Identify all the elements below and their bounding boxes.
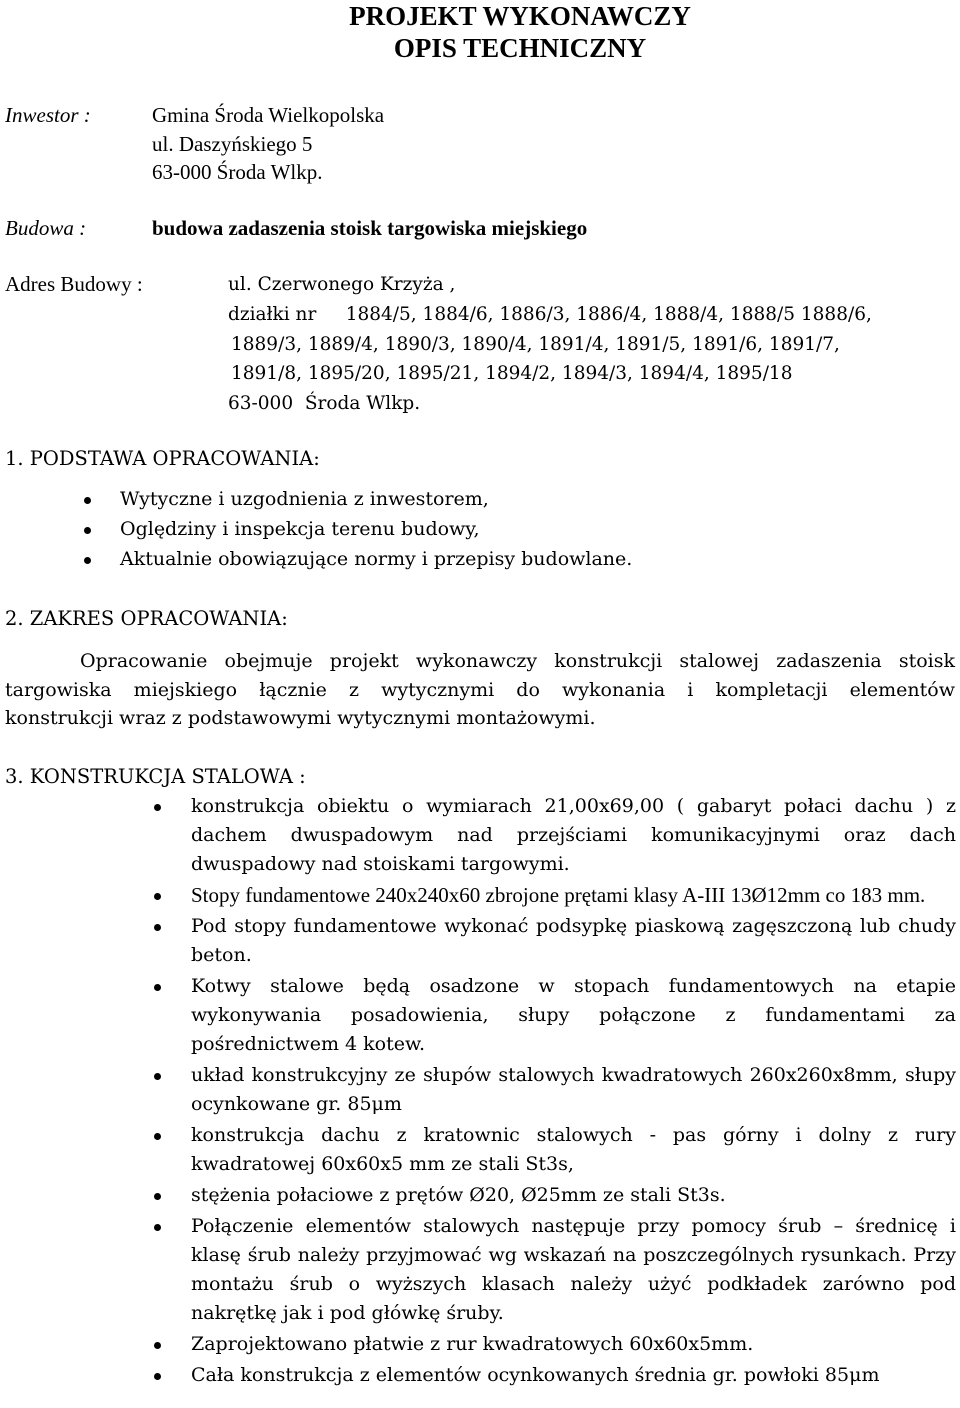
site-address-street: ul. Czerwonego Krzyża , [228,274,456,295]
list-item [80,515,940,545]
list-item-text: konstrukcja dachu z kratownic stalowych - pas górny i dolny z rury kwadratowej 60x60x5 mm ze stali St3s, [191,1124,956,1175]
list-item [80,485,940,515]
construction-label: Budowa : [5,216,87,240]
list-item-text: Oględziny i inspekcja terenu budowy, [120,518,480,540]
list-item [150,1061,956,1119]
bullet-icon [154,924,161,931]
list-item [150,912,956,970]
bullet-icon [154,893,161,900]
list-item-text: Zaprojektowano płatwie z rur kwadratowych 60x60x5mm. [191,1333,754,1355]
list-item-text: Połączenie elementów stalowych następuje przy pomocy śrub – średnicę i klasę śrub należy przyjmować wg wskazań na poszczególnych rysunkach. Przy montażu śrub o wyższych klasach należy użyć podkładek zarówno pod nakrętkę jak i pod główkę śruby. [191,1215,956,1324]
bullet-icon [154,984,161,991]
list-item [150,1361,956,1390]
title-line-2: OPIS TECHNICZNY [393,33,647,63]
list-item-text: układ konstrukcyjny ze słupów stalowych kwadratowych 260x260x8mm, słupy ocynkowane gr. 85μm [191,1064,956,1115]
investor-name: Gmina Środa Wielkopolska [152,103,385,127]
bullet-icon [84,527,91,534]
investor-label: Inwestor : [5,103,91,127]
list-item-text: Aktualnie obowiązujące normy i przepisy budowlane. [120,548,633,570]
section-2-heading: 2. ZAKRES OPRACOWANIA: [5,607,288,630]
site-address-city: 63-000 Środa Wlkp. [228,393,421,414]
list-item [80,545,940,575]
section-2-line-3: konstrukcji wraz z podstawowymi wytycznymi montażowymi. [5,707,596,729]
list-item [150,1121,956,1179]
bullet-icon [154,804,161,811]
list-item-text: Cała konstrukcja z elementów ocynkowanych średnia gr. powłoki 85μm [191,1364,880,1386]
section-1-list [80,485,940,575]
list-item [150,972,956,1059]
bullet-icon [84,557,91,564]
site-address-plots-1: działki nr 1884/5, 1884/6, 1886/3, 1886/4, 1888/4, 1888/5 1888/6, [228,304,872,325]
list-item-text: konstrukcja obiektu o wymiarach 21,00x69,00 ( gabaryt połaci dachu ) z dachem dwuspadowym nad przejściami komunikacyjnymi oraz dach dwuspadowy nad stoiskami targowymi. [191,795,956,875]
list-item [150,792,956,879]
investor-city: 63-000 Środa Wlkp. [152,160,323,184]
list-item [150,1212,956,1328]
document-title [0,0,960,64]
bullet-icon [154,1193,161,1200]
section-2-line-1: Opracowanie obejmuje projekt wykonawczy konstrukcji stalowej zadaszenia stoisk [80,650,955,672]
list-item-text: stężenia połaciowe z prętów Ø20, Ø25mm ze stali St3s. [191,1184,726,1206]
title-line-1: PROJEKT WYKONAWCZY [349,1,691,31]
bullet-icon [154,1373,161,1380]
section-3-list [150,792,956,1390]
list-item-text: Kotwy stalowe będą osadzone w stopach fundamentowych na etapie wykonywania posadowienia, słupy połączone z fundamentami za pośrednictwem 4 kotew. [191,975,956,1055]
list-item [150,1181,956,1210]
list-item-text: Pod stopy fundamentowe wykonać podsypkę piaskową zagęszczoną lub chudy beton. [191,915,956,966]
list-item [150,881,956,910]
section-1-heading: 1. PODSTAWA OPRACOWANIA: [5,447,320,470]
bullet-icon [154,1342,161,1349]
bullet-icon [154,1133,161,1140]
bullet-icon [84,497,91,504]
investor-street: ul. Daszyńskiego 5 [152,132,313,156]
site-address-plots-2: 1889/3, 1889/4, 1890/3, 1890/4, 1891/4, 1891/5, 1891/6, 1891/7, [231,334,840,355]
site-address-label: Adres Budowy : [5,272,143,296]
list-item [150,1330,956,1359]
list-item-text: Wytyczne i uzgodnienia z inwestorem, [120,488,489,510]
construction-value: budowa zadaszenia stoisk targowiska miejskiego [152,216,588,240]
list-item-text: Stopy fundamentowe 240x240x60 zbrojone prętami klasy A-III 13Ø12mm co 183 mm. [191,883,926,907]
site-address-plots-3: 1891/8, 1895/20, 1895/21, 1894/2, 1894/3, 1894/4, 1895/18 [231,363,793,384]
section-2-line-2: targowiska miejskiego łącznie z wytycznymi do wykonania i kompletacji elementów [5,679,955,701]
bullet-icon [154,1224,161,1231]
section-3-heading: 3. KONSTRUKCJA STALOWA : [5,765,306,788]
bullet-icon [154,1073,161,1080]
